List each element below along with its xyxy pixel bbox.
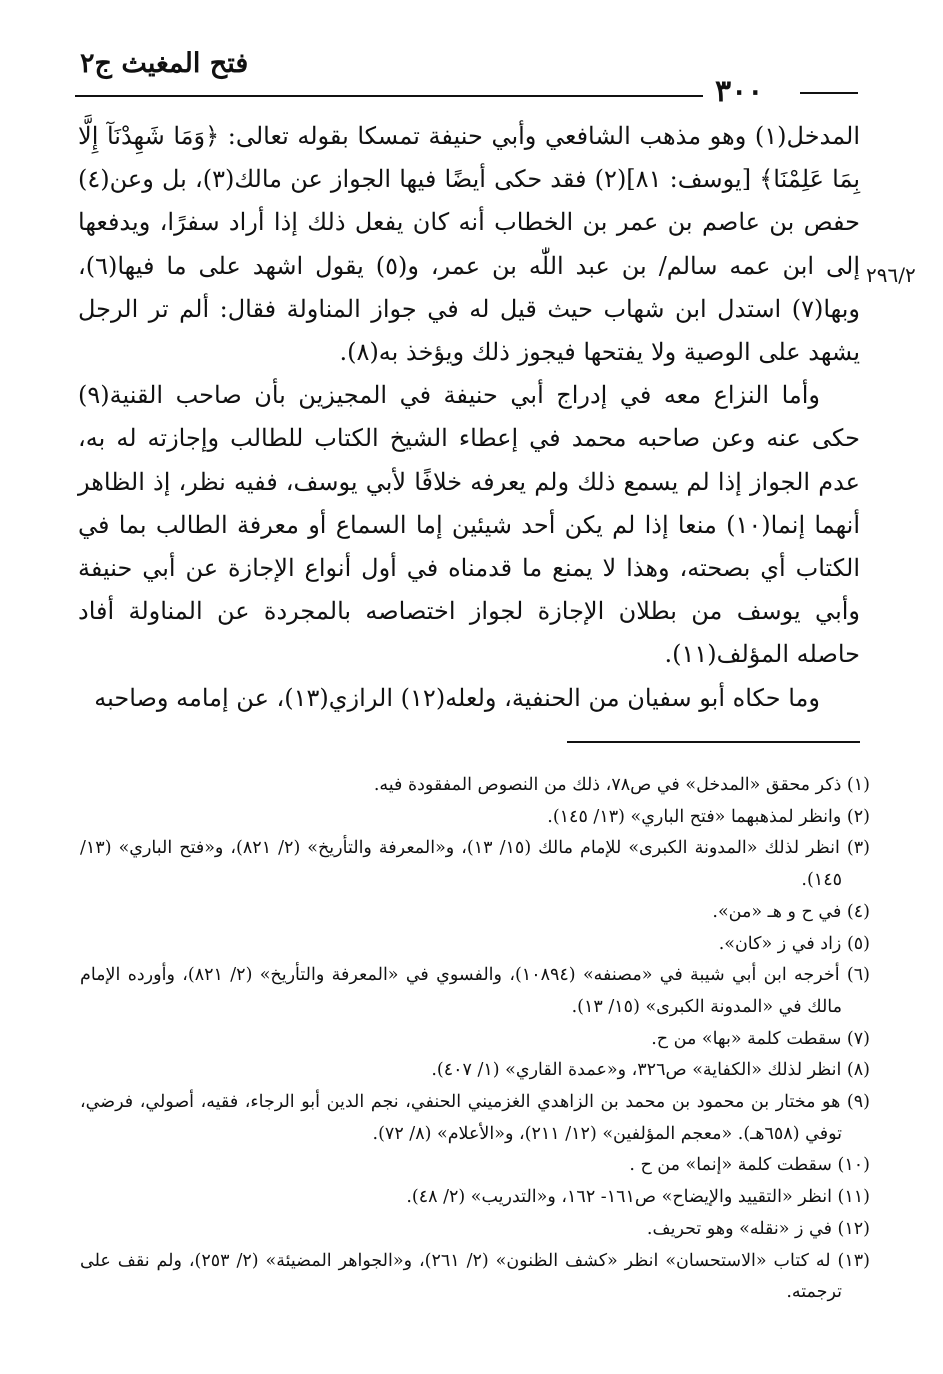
footnotes-list: [80, 770, 870, 1309]
footnote: (٨) انظر لذلك «الكفاية» ص٣٢٦، و«عمدة القاري» (١/ ٤٠٧).: [431, 1060, 870, 1081]
footnote: (١٠) سقطت كلمة «إنما» من ح .: [629, 1155, 870, 1176]
footnote: (٧) سقطت كلمة «بها» من ح.: [651, 1028, 870, 1049]
running-header-title: فتح المغيث ج٢: [80, 48, 249, 79]
body-paragraph: المدخل(١) وهو مذهب الشافعي وأبي حنيفة تمسكا بقوله تعالى: ﴿وَمَا شَهِدْنَآ إِلَّا بِمَا عَلِمْنَا﴾ [يوسف: ٨١](٢) فقد حكى أيضًا فيها الجواز عن مالك(٣)، بل وعن(٤) حفص بن عاصم بن عمر بن الخطاب أنه كان يفعل ذلك إذا أراد سفرًا، ويدفعها إلى ابن عمه سالم/ بن عبد اللّٰه بن عمر، و(٥) يقول اشهد على ما فيها(٦)، وبها(٧) استدل ابن شهاب حيث قيل له في جواز المناولة فقال: ألم تر الرجل يشهد على الوصية ولا يفتحها فيجوز ذلك ويؤخذ به(٨).: [78, 122, 861, 367]
footnote: (١١) انظر «التقييد والإيضاح» ص١٦١- ١٦٢، و«التدريب» (٢/ ٤٨).: [406, 1187, 870, 1208]
page-number: ٣٠٠: [715, 74, 764, 109]
footnote: (١٣) له كتاب «الاستحسان» انظر «كشف الظنون» (٢/ ٢٦١)، و«الجواهر المضيئة» (٢/ ٢٥٣)، ولم نقف على ترجمته.: [80, 1250, 870, 1303]
main-text: [78, 115, 860, 720]
footnote-separator: [567, 741, 860, 743]
footnote: (١) ذكر محقق «المدخل» في ص٧٨، ذلك من النصوص المفقودة فيه.: [373, 775, 870, 795]
footnote: (٣) انظر لذلك «المدونة الكبرى» للإمام مالك (١٥/ ١٣)، و«المعرفة والتأريخ» (٢/ ٨٢١)، و«فتح الباري» (١٣/ ١٤٥).: [80, 838, 870, 891]
footnote: (٤) في ح و هـ «من».: [712, 901, 870, 922]
footnote: (٢) وانظر لمذهبهما «فتح الباري» (١٣/ ١٤٥).: [547, 806, 870, 827]
body-paragraph: وأما النزاع معه في إدراج أبي حنيفة في المجيزين بأن صاحب القنية(٩) حكى عنه وعن صاحبه محمد في إعطاء الشيخ الكتاب للطالب وإجازته له به، عدم الجواز إذا لم يسمع ذلك ولم يعرفه خلافًا لأبي يوسف، ففيه نظر، إذ الظاهر أنهما إنما(١٠) منعا إذا لم يكن أحد شيئين إما السماع أو معرفة الطالب بما في الكتاب أي بصحته، وهذا لا يمنع ما قدمناه في أول أنواع الإجازة عن أبي حنيفة وأبي يوسف من بطلان الإجازة لجواز اختصاصه بالمجردة عن المناولة أفاد حاصله المؤلف(١١).: [78, 381, 860, 669]
margin-page-reference: ٢٩٦/٢: [866, 263, 916, 287]
footnote: (٥) زاد في ز «كان».: [718, 933, 870, 954]
header-rule-short: [800, 92, 858, 94]
footnote: (٩) هو مختار بن محمود بن محمد بن الزاهدي الغزميني الحنفي، نجم الدين أبو الرجاء، فقيه، أصولي، فرضي، توفي (٦٥٨هـ). «معجم المؤلفين» (١٢/ ٢١١)، و«الأعلام» (٨/ ٧٢).: [80, 1092, 870, 1144]
header-rule: [75, 95, 703, 97]
footnote: (٦) أخرجه ابن أبي شيبة في «مصنفه» (١٠٨٩٤)، والفسوي في «المعرفة والتأريخ» (٢/ ٨٢١)، وأورده الإمام مالك في «المدونة الكبرى» (١٥/ ١٣).: [80, 965, 870, 1017]
body-paragraph: وما حكاه أبو سفيان من الحنفية، ولعله(١٢) الرازي(١٣)، عن إمامه وصاحبه: [94, 683, 820, 712]
footnote: (١٢) في ز «نقله» وهو تحريف.: [646, 1218, 870, 1239]
